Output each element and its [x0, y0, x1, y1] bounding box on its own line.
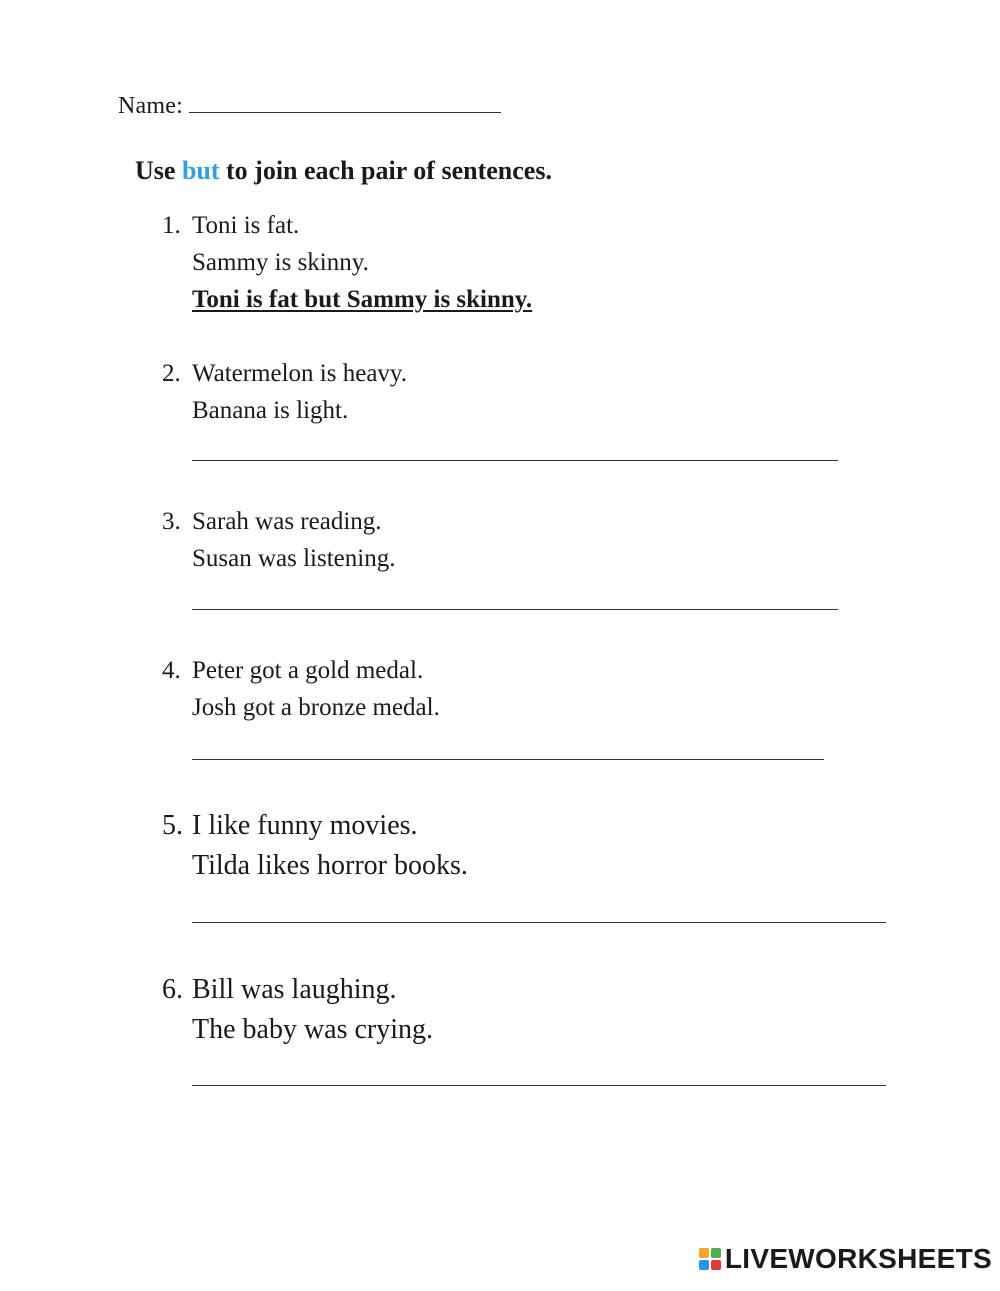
- sentence-a: Toni is fat.: [192, 212, 300, 239]
- sentence-a: Watermelon is heavy.: [192, 360, 408, 387]
- sentence-a: Peter got a gold medal.: [192, 657, 424, 684]
- item-number: 5.: [162, 810, 183, 841]
- answer-input-3[interactable]: [192, 609, 838, 610]
- sentence-b: Banana is light.: [192, 397, 349, 424]
- exercise-item-1: [162, 207, 532, 318]
- exercise-item-3: [162, 503, 395, 577]
- item-number: 3.: [162, 508, 181, 535]
- answer-input-2[interactable]: [192, 460, 838, 461]
- exercise-item-2: [162, 355, 407, 429]
- logo-square-1: [699, 1248, 709, 1258]
- sentence-b: Sammy is skinny.: [192, 249, 369, 276]
- exercise-item-4: [162, 652, 440, 726]
- sentence-a: I like funny movies.: [192, 810, 418, 841]
- instructions-prefix: Use: [135, 156, 176, 185]
- sentence-a: Bill was laughing.: [192, 974, 397, 1005]
- liveworksheets-logo: [699, 1243, 992, 1275]
- exercise-item-6: [162, 970, 433, 1050]
- sentence-b: The baby was crying.: [192, 1014, 434, 1045]
- sentence-b: Tilda likes horror books.: [192, 850, 468, 881]
- item-number: 4.: [162, 657, 181, 684]
- sentence-a: Sarah was reading.: [192, 508, 382, 535]
- name-label: Name:: [118, 93, 183, 119]
- answer-input-6[interactable]: [192, 1085, 886, 1086]
- answer-input-4[interactable]: [192, 759, 824, 760]
- logo-square-3: [699, 1260, 709, 1270]
- example-answer: Toni is fat but Sammy is skinny.: [192, 286, 533, 313]
- sentence-b: Susan was listening.: [192, 545, 396, 572]
- answer-input-5[interactable]: [192, 922, 886, 923]
- instructions: [135, 156, 552, 186]
- item-number: 1.: [162, 212, 181, 239]
- name-field: [118, 92, 501, 120]
- sentence-b: Josh got a bronze medal.: [192, 694, 440, 721]
- item-number: 6.: [162, 974, 183, 1005]
- instructions-keyword: but: [181, 156, 220, 185]
- logo-square-4: [711, 1260, 721, 1270]
- brand-text: LIVEWORKSHEETS: [724, 1243, 992, 1274]
- item-number: 2.: [162, 360, 181, 387]
- liveworksheets-logo-icon: [699, 1248, 721, 1270]
- instructions-suffix: to join each pair of sentences.: [226, 156, 552, 185]
- exercise-item-5: [162, 806, 468, 886]
- name-blank-line[interactable]: [189, 92, 501, 113]
- logo-square-2: [711, 1248, 721, 1258]
